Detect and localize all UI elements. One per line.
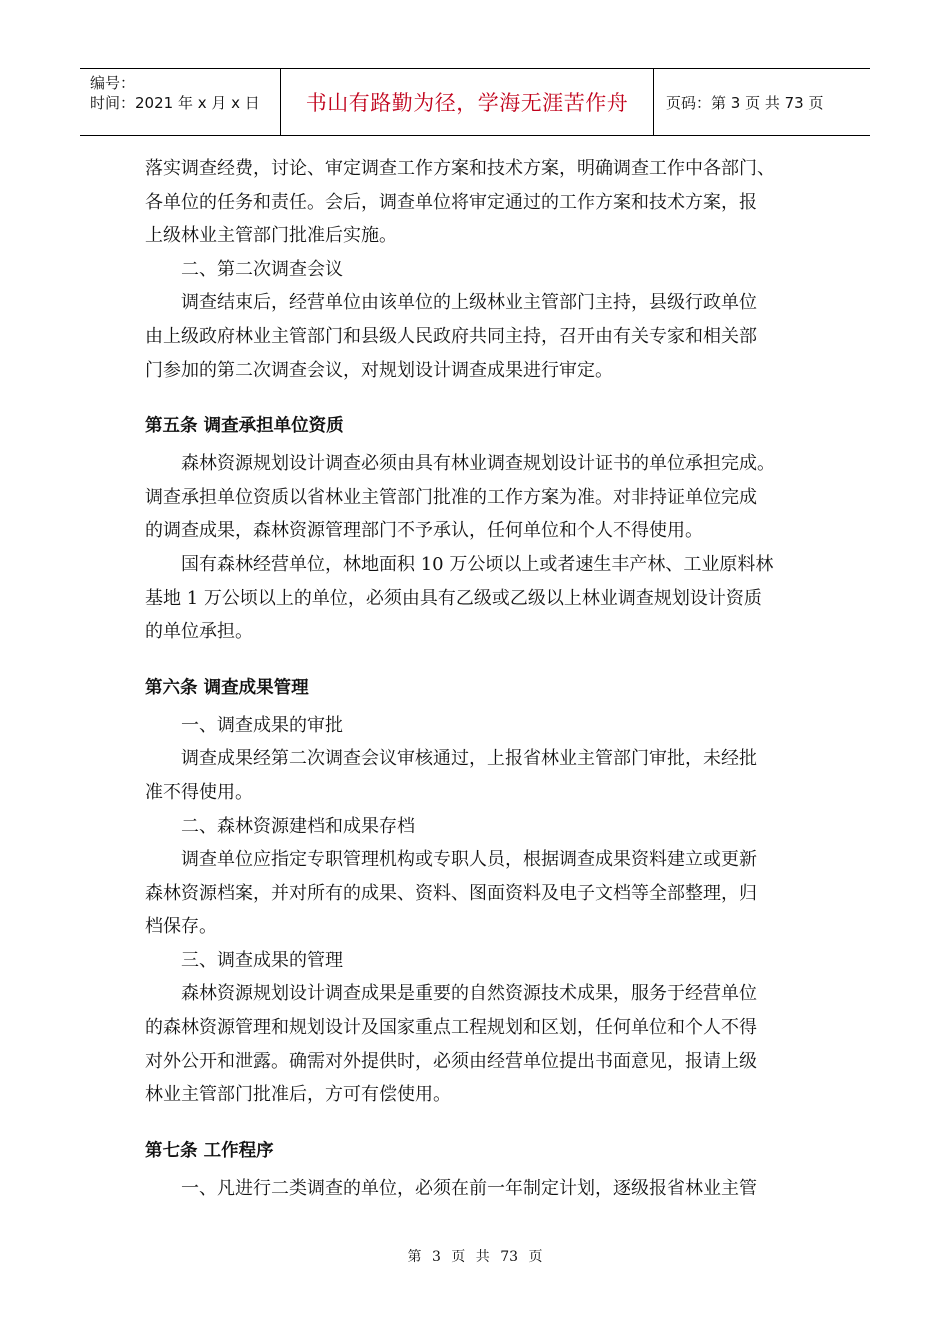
document-body [145,152,825,1205]
body-line: 落实调查经费，讨论、审定调查工作方案和技术方案，明确调查工作中各部门、 [145,158,775,179]
body-line: 一、凡进行二类调查的单位，必须在前一年制定计划，逐级报省林业主管 [181,1177,757,1199]
body-line: 调查成果经第二次调查会议审核通过，上报省林业主管部门审批，未经批 [181,748,757,770]
body-line: 基地 1 万公顷以上的单位，必须由具有乙级或乙级以上林业调查规划设计资质 [145,587,762,609]
body-line: 调查承担单位资质以省林业主管部门批准的工作方案为准。对非持证单位完成 [145,486,757,508]
body-line: 调查单位应指定专职管理机构或专职人员，根据调查成果资料建立或更新 [181,849,757,871]
subheading: 一、调查成果的审批 [181,714,343,736]
header-page-info: 页码：第 3 页 共 73 页 [666,93,824,112]
header-table [80,68,870,136]
section-heading: 第六条 调查成果管理 [145,677,309,698]
header-meta-cell [80,69,281,135]
body-line: 由上级政府林业主管部门和县级人民政府共同主持，召开由有关专家和相关部 [145,325,757,347]
subheading: 二、森林资源建档和成果存档 [181,815,415,837]
body-line: 的调查成果，森林资源管理部门不予承认，任何单位和个人不得使用。 [145,520,703,542]
subheading: 三、调查成果的管理 [181,949,343,971]
page-footer: 第 3 页 共 73 页 [407,1249,543,1265]
body-line: 门参加的第二次调查会议，对规划设计调查成果进行审定。 [145,359,613,381]
body-line: 上级林业主管部门批准后实施。 [145,225,397,247]
body-line: 森林资源规划设计调查必须由具有林业调查规划设计证书的单位承担完成。 [181,453,775,475]
subheading: 二、第二次调查会议 [181,258,343,280]
document-date: 时间：2021 年 x 月 x 日 [90,94,260,112]
body-line: 调查结束后，经营单位由该单位的上级林业主管部门主持，县级行政单位 [181,292,757,314]
section-heading: 第七条 工作程序 [145,1140,274,1161]
body-line: 的森林资源管理和规划设计及国家重点工程规划和区划，任何单位和个人不得 [145,1017,757,1039]
body-line: 对外公开和泄露。确需对外提供时，必须由经营单位提出书面意见，报请上级 [145,1050,757,1072]
body-line: 各单位的任务和责任。会后，调查单位将审定通过的工作方案和技术方案，报 [145,191,757,213]
header-motto: 书山有路勤为径，学海无涯苦作舟 [281,69,654,135]
body-line: 准不得使用。 [145,781,253,803]
body-line: 档保存。 [145,916,217,938]
body-line: 国有森林经营单位，林地面积 10 万公顷以上或者速生丰产林、工业原料林 [181,553,774,575]
body-line: 森林资源规划设计调查成果是重要的自然资源技术成果，服务于经营单位 [181,983,757,1005]
document-number-label: 编号： [90,74,136,92]
body-line: 林业主管部门批准后，方可有偿使用。 [145,1084,451,1106]
section-heading: 第五条 调查承担单位资质 [145,416,344,437]
body-line: 的单位承担。 [145,621,253,643]
body-line: 森林资源档案，并对所有的成果、资料、图面资料及电子文档等全部整理，归 [145,882,757,904]
